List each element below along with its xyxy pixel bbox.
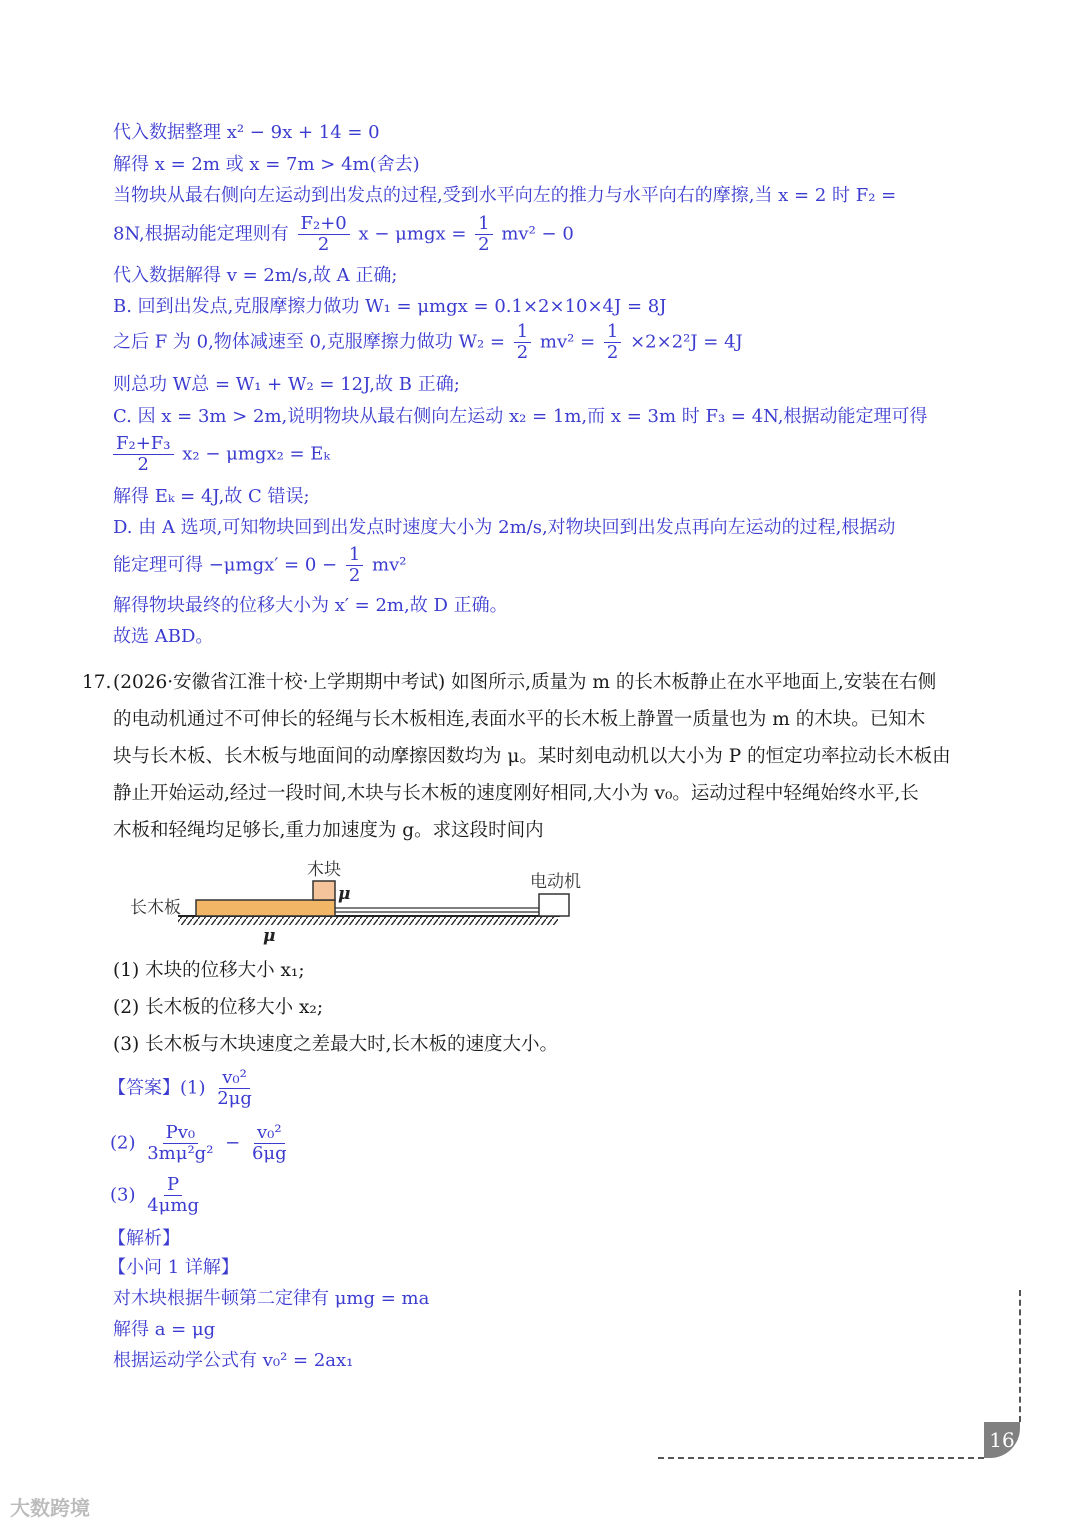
solution-line [113, 214, 574, 255]
question-line: 木板和轻绳均足够长,重力加速度为 g。求这段时间内 [113, 820, 544, 841]
motor-label: 电动机 [530, 872, 581, 892]
denominator: 4μmg [147, 1195, 199, 1216]
label: (2) [110, 1132, 136, 1154]
answer-tag: 【答案】 [108, 1077, 180, 1099]
answer-1 [108, 1068, 258, 1109]
minus: − [225, 1132, 241, 1154]
text: ×2×2²J = 4J [630, 331, 743, 353]
numerator: 1 [604, 322, 621, 343]
text: mv² = [539, 331, 596, 353]
page-border-horizontal [658, 1457, 984, 1459]
numerator: 1 [514, 322, 531, 343]
answer-3 [110, 1175, 205, 1216]
solution-line: 解得物块最终的位移大小为 x′ = 2m,故 D 正确。 [113, 595, 508, 616]
solution-line: 代入数据整理 x² − 9x + 14 = 0 [113, 122, 380, 143]
numerator: 1 [346, 545, 363, 566]
wood-block [313, 881, 335, 900]
denominator: 2μg [217, 1088, 252, 1109]
numerator: F₂+F₃ [113, 434, 174, 455]
sub-heading: 【小问 1 详解】 [108, 1257, 239, 1278]
solution-line: 根据运动学公式有 v₀² = 2ax₁ [113, 1350, 354, 1371]
text: 之后 F 为 0,物体减速至 0,克服摩擦力做功 W₂ = [113, 331, 505, 353]
numerator: Pv₀ [163, 1123, 199, 1144]
solution-line [110, 434, 330, 475]
fraction [144, 1175, 202, 1216]
fraction [144, 1123, 216, 1164]
solution-line: 对木块根据牛顿第二定律有 μmg = ma [113, 1288, 430, 1309]
text: mv² [372, 554, 407, 576]
analysis-tag: 【解析】 [108, 1228, 180, 1249]
denominator: 2 [606, 342, 619, 363]
motor [539, 894, 569, 916]
sub-question: (1) 木块的位移大小 x₁; [113, 960, 305, 981]
solution-line: 解得 Eₖ = 4J,故 C 错误; [113, 486, 310, 507]
fraction [346, 545, 363, 586]
question-line: 的电动机通过不可伸长的轻绳与长木板相连,表面水平的长木板上静置一质量也为 m 的木块。已知木 [113, 709, 926, 730]
solution-line: D. 由 A 选项,可知物块回到出发点时速度大小为 2m/s,对物块回到出发点再向左运动的过程,根据动 [113, 517, 896, 538]
fraction [475, 214, 492, 255]
denominator: 2 [478, 234, 490, 255]
text: mv² − 0 [501, 223, 574, 245]
text: 能定理可得 −μmgx′ = 0 − [113, 554, 338, 576]
fraction [298, 214, 350, 255]
fraction [113, 434, 174, 475]
text: 8N,根据动能定理则有 [113, 223, 289, 245]
fraction [249, 1123, 290, 1164]
numerator: P [164, 1175, 182, 1196]
mu-top-label: μ [338, 884, 351, 904]
numerator: F₂+0 [298, 214, 350, 235]
solution-line [113, 322, 743, 363]
watermark: 大数跨境 [10, 1496, 90, 1520]
numerator: 1 [475, 214, 492, 235]
fraction [604, 322, 621, 363]
denominator: 2 [317, 234, 330, 255]
page-number: 16 [984, 1422, 1020, 1458]
text: x − μmgx = [358, 223, 467, 245]
solution-line [113, 545, 407, 586]
sub-question: (2) 长木板的位移大小 x₂; [113, 997, 324, 1018]
question-number: 17. [82, 672, 112, 693]
solution-line: 代入数据解得 v = 2m/s,故 A 正确; [113, 265, 398, 286]
fraction [514, 322, 531, 363]
text: x₂ − μmgx₂ = Eₖ [182, 443, 331, 465]
block-label: 木块 [307, 860, 341, 880]
solution-line: B. 回到出发点,克服摩擦力做功 W₁ = μmgx = 0.1×2×10×4J = 8J [113, 296, 667, 317]
solution-line: 解得 a = μg [113, 1319, 216, 1340]
question-line: (2026·安徽省江淮十校·上学期期中考试) 如图所示,质量为 m 的长木板静止在水平地面上,安装在右侧 [113, 672, 937, 693]
board-label: 长木板 [130, 898, 181, 918]
label: (3) [110, 1184, 136, 1206]
solution-line: 则总功 W总 = W₁ + W₂ = 12J,故 B 正确; [113, 374, 460, 395]
solution-line: 故选 ABD。 [113, 626, 214, 647]
mu-ground-label: μ [263, 926, 276, 946]
diagram-svg [120, 855, 600, 950]
numerator: v₀² [254, 1123, 285, 1144]
question-line: 静止开始运动,经过一段时间,木块与长木板的速度刚好相同,大小为 v₀。运动过程中轻绳始终水平,长 [113, 783, 919, 804]
solution-line: 解得 x = 2m 或 x = 7m > 4m(舍去) [113, 154, 420, 175]
solution-line: 当物块从最右侧向左运动到出发点的过程,受到水平向左的推力与水平向右的摩擦,当 x = 2 时 F₂ = [113, 185, 897, 206]
page-border-vertical [1019, 1290, 1021, 1422]
sub-question: (3) 长木板与木块速度之差最大时,长木板的速度大小。 [113, 1034, 558, 1055]
answer-2 [110, 1123, 293, 1164]
physics-diagram [120, 855, 600, 950]
ground-hatch [178, 917, 558, 925]
fraction [214, 1068, 255, 1109]
label: (1) [180, 1077, 206, 1099]
denominator: 2 [516, 342, 529, 363]
question-line: 块与长木板、长木板与地面间的动摩擦因数均为 μ。某时刻电动机以大小为 P 的恒定功率拉动长木板由 [113, 746, 951, 767]
denominator: 2 [348, 565, 361, 586]
denominator: 2 [137, 454, 149, 475]
solution-line: C. 因 x = 3m > 2m,说明物块从最右侧向左运动 x₂ = 1m,而 x = 3m 时 F₃ = 4N,根据动能定理可得 [113, 406, 928, 427]
long-board [196, 900, 335, 916]
numerator: v₀² [219, 1068, 250, 1089]
denominator: 6μg [251, 1143, 287, 1164]
denominator: 3mμ²g² [147, 1143, 214, 1164]
